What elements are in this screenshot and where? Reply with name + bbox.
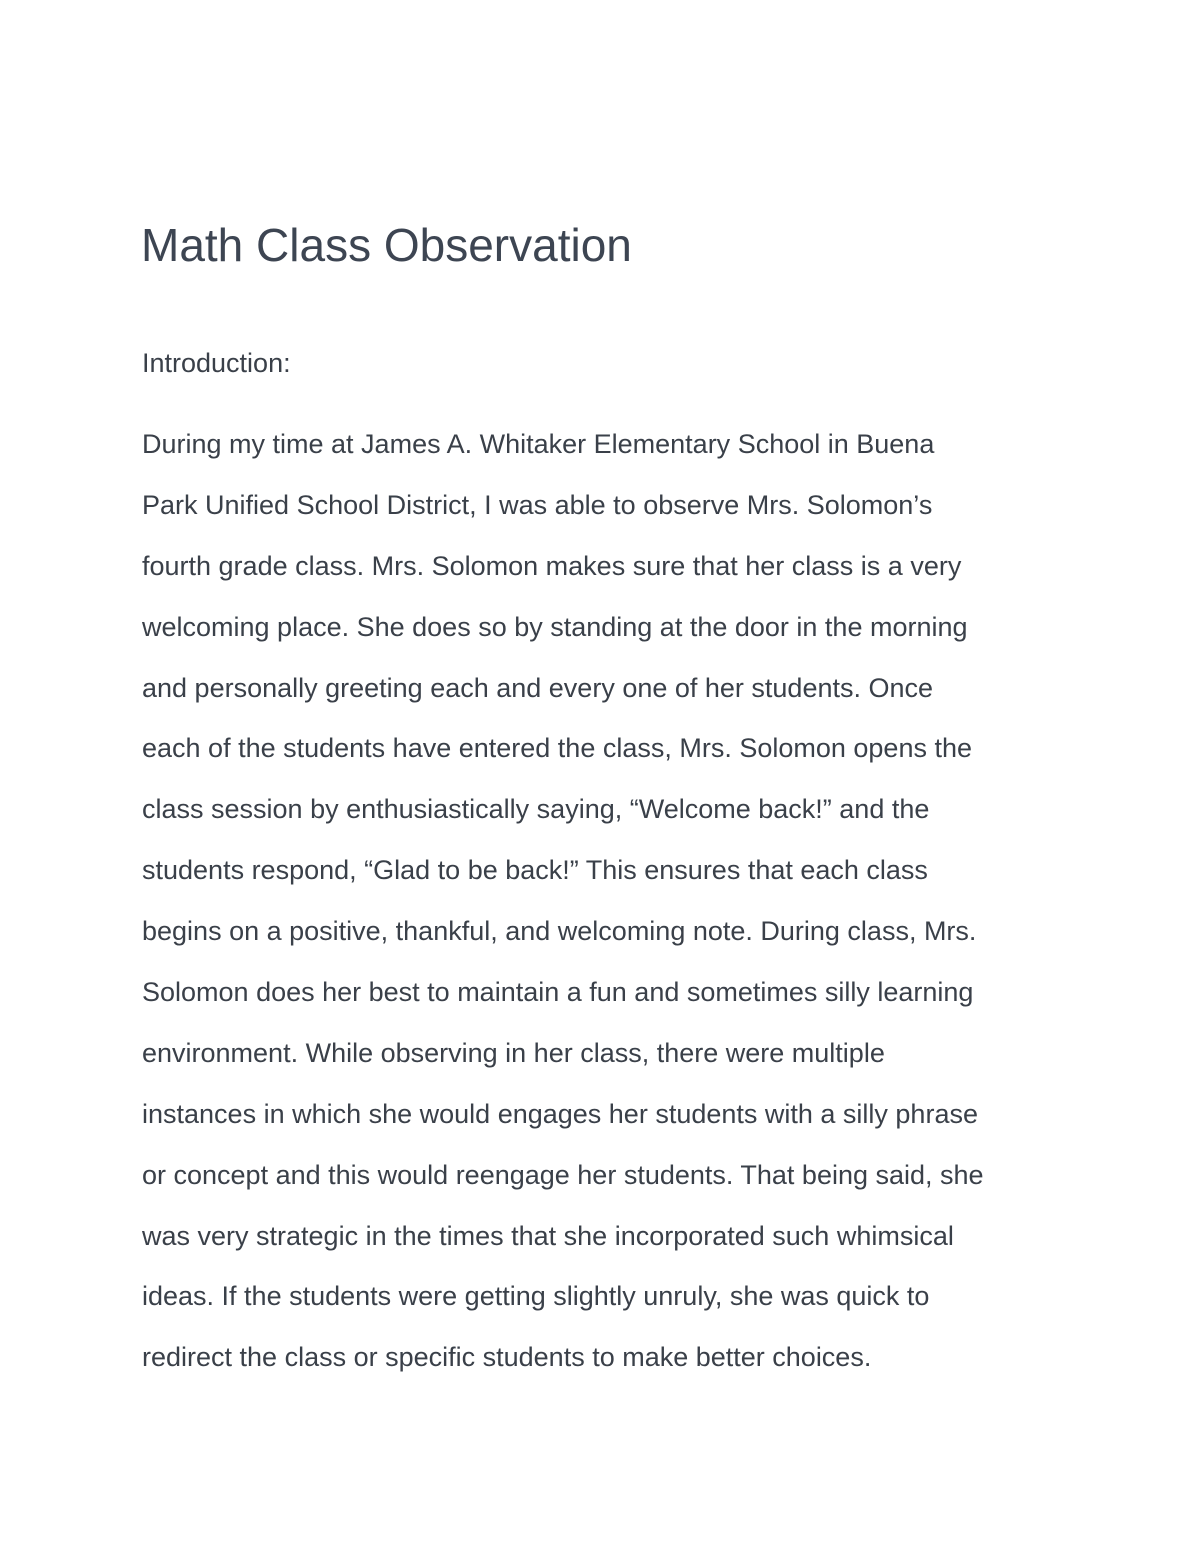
paragraph-line: During my time at James A. Whitaker Elementary School in Buena <box>142 429 935 459</box>
paragraph-line: students respond, “Glad to be back!” This ensures that each class <box>142 855 928 886</box>
paragraph-line: redirect the class or specific students to make better choices. <box>142 1342 872 1373</box>
paragraph-line: ideas. If the students were getting slightly unruly, she was quick to <box>142 1281 930 1312</box>
paragraph-line: Solomon does her best to maintain a fun and sometimes silly learning <box>142 977 974 1008</box>
paragraph-line: Park Unified School District, I was able to observe Mrs. Solomon’s <box>142 489 933 520</box>
paragraph-line: environment. While observing in her class, there were multiple <box>142 1037 885 1068</box>
paragraph-line: instances in which she would engages her students with a silly phrase <box>142 1098 978 1129</box>
paragraph-line: class session by enthusiastically saying, “Welcome back!” and the <box>142 794 930 825</box>
paragraph-line: begins on a positive, thankful, and welcoming note. During class, Mrs. <box>142 916 977 947</box>
paragraph-line: or concept and this would reengage her students. That being said, she <box>142 1159 984 1190</box>
paragraph-line: was very strategic in the times that she incorporated such whimsical <box>142 1220 954 1251</box>
section-heading-introduction: Introduction: <box>142 348 291 378</box>
paragraph-line: fourth grade class. Mrs. Solomon makes sure that her class is a very <box>142 550 962 581</box>
document-title: Math Class Observation <box>141 219 632 271</box>
paragraph-line: each of the students have entered the class, Mrs. Solomon opens the <box>142 733 972 764</box>
paragraph-line: welcoming place. She does so by standing at the door in the morning <box>142 611 968 642</box>
introduction-paragraph <box>142 426 1102 1400</box>
paragraph-line: and personally greeting each and every one of her students. Once <box>142 672 934 703</box>
